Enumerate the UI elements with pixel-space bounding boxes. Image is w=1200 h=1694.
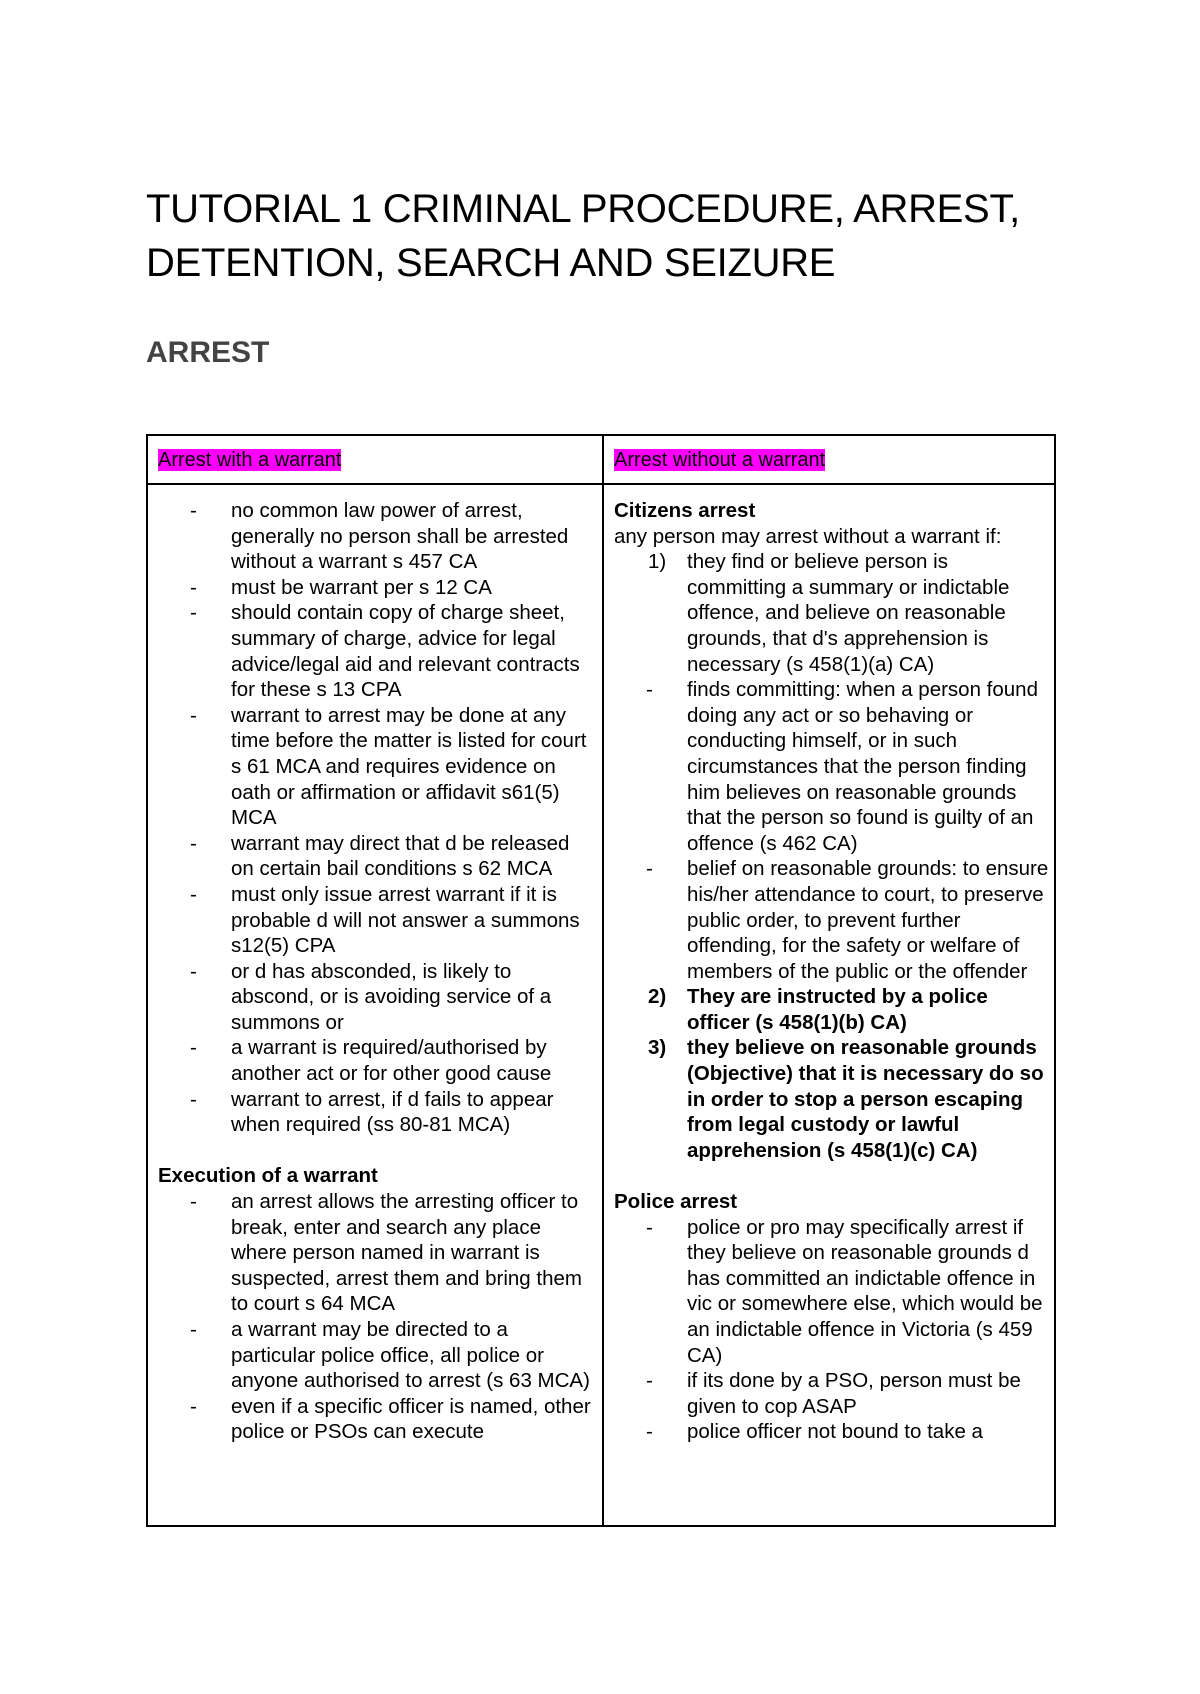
number-marker: 2) (648, 985, 667, 1009)
bullet-dash: - (646, 1215, 653, 1239)
execution-heading: Execution of a warrant (158, 1164, 378, 1188)
citizens-arrest-heading: Citizens arrest (614, 499, 756, 522)
list-item: - a warrant may be directed to a particular police office, all police or anyone authorised to arrest (s 63 MCA) (190, 1318, 590, 1393)
numbered-item: 2) They are instructed by a police officer (s 458(1)(b) CA) (648, 985, 988, 1034)
bullet-dash: - (190, 1318, 197, 1341)
list-item: - must only issue arrest warrant if it is probable d will not answer a summons s12(5) CPA (190, 882, 580, 958)
list-item: - warrant to arrest may be done at any time before the matter is listed for court s 61 MCA and requires evidence on oath or affirmation or affidavit s61(5) MCA (190, 703, 587, 830)
bullet-dash: - (190, 1394, 197, 1418)
list-item: - a warrant is required/authorised by another act or for other good cause (190, 1036, 552, 1086)
bullet-dash: - (646, 857, 653, 881)
arrest-comparison-table (146, 434, 1056, 1527)
bullet-dash: - (646, 1369, 653, 1393)
bullet-dash: - (190, 703, 197, 727)
column-divider (602, 436, 604, 1525)
numbered-item: 1) they find or believe person is committing a summary or indictable offence, and believe on reasonable grounds, that d's apprehension is necessary (s 458(1)(a) CA) (648, 550, 1010, 676)
document-title: TUTORIAL 1 CRIMINAL PROCEDURE, ARREST, DETENTION, SEARCH AND SEIZURE (146, 187, 1020, 285)
list-item: - belief on reasonable grounds: to ensure his/her attendance to court, to preserve public order, to prevent further offending, for the safety or welfare of members of the public or the offender (646, 857, 1049, 983)
number-marker: 1) (648, 550, 667, 574)
section-heading-arrest: ARREST (146, 336, 270, 369)
list-item: - even if a specific officer is named, other police or PSOs can execute (190, 1394, 591, 1444)
spacer (614, 1163, 1050, 1189)
spacer (158, 1138, 592, 1164)
bullet-dash: - (190, 959, 197, 983)
header-label-without-warrant: Arrest without a warrant (614, 449, 826, 471)
list-item: - must be warrant per s 12 CA (190, 575, 492, 599)
bullet-dash: - (646, 678, 653, 702)
header-cell-with-warrant (158, 448, 341, 472)
list-item: - if its done by a PSO, person must be given to cop ASAP (646, 1369, 1021, 1418)
bullet-dash: - (190, 601, 197, 625)
bullet-dash: - (190, 575, 197, 599)
bullet-dash: - (646, 1420, 653, 1444)
police-arrest-heading: Police arrest (614, 1190, 738, 1214)
bullet-dash: - (190, 1036, 197, 1060)
bullet-dash: - (190, 1087, 197, 1111)
list-item: - an arrest allows the arresting officer to break, enter and search any place where person named in warrant is suspected, arrest them and bring them to court s 64 MCA (190, 1190, 582, 1316)
list-item: - warrant to arrest, if d fails to appear when required (ss 80-81 MCA) (190, 1087, 554, 1137)
list-item: - warrant may direct that d be released on certain bail conditions s 62 MCA (190, 831, 570, 881)
bullet-dash: - (190, 882, 197, 906)
list-item: - no common law power of arrest, generally no person shall be arrested without a warrant s 457 CA (190, 499, 569, 574)
bullet-dash: - (190, 831, 197, 855)
list-item: - should contain copy of charge sheet, summary of charge, advice for legal advice/legal aid and relevant contracts for these s 13 CPA (190, 601, 580, 702)
column-without-warrant (614, 498, 1050, 1445)
list-item: - police officer not bound to take a (646, 1420, 983, 1444)
number-marker: 3) (648, 1036, 667, 1060)
list-item: - or d has absconded, is likely to abscond, or is avoiding service of a summons or (190, 959, 552, 1034)
bullet-dash: - (190, 499, 197, 522)
column-with-warrant (158, 498, 592, 1445)
citizens-arrest-intro: any person may arrest without a warrant if: (614, 524, 1002, 548)
numbered-item: 3) they believe on reasonable grounds (Objective) that it is necessary do so in order to stop a person escaping from legal custody or lawful apprehension (s 458(1)(c) CA) (648, 1036, 1044, 1162)
bullet-dash: - (190, 1190, 197, 1214)
header-divider (148, 483, 1054, 485)
header-label-with-warrant: Arrest with a warrant (158, 449, 342, 471)
list-item: - police or pro may specifically arrest if they believe on reasonable grounds d has committed an indictable offence in vic or somewhere else, which would be an indictable offence in Victoria (s 459 CA) (646, 1215, 1043, 1367)
header-cell-without-warrant (614, 448, 825, 472)
list-item: - finds committing: when a person found doing any act or so behaving or conducting himself, or in such circumstances that the person finding him believes on reasonable grounds that the person so found is guilty of an offence (s 462 CA) (646, 678, 1038, 855)
